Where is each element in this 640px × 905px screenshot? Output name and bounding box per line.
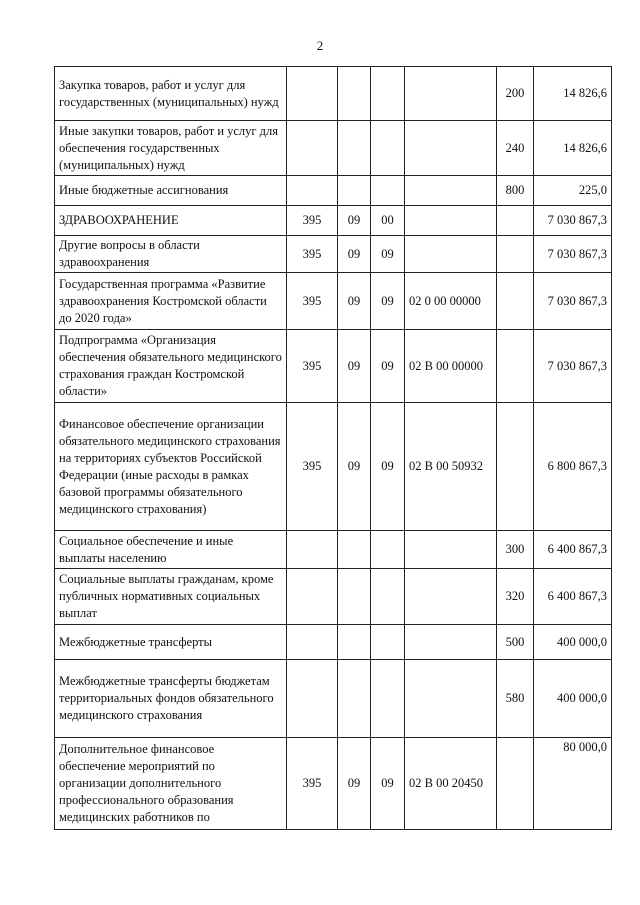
row-name: Государственная программа «Развитие здравоохранения Костромской области до 2020 года» — [55, 273, 287, 330]
row-rz: 09 — [338, 206, 371, 236]
row-pr — [371, 531, 405, 569]
row-rz — [338, 625, 371, 660]
row-sum: 14 826,6 — [534, 121, 612, 176]
row-name: Финансовое обеспечение организации обязательного медицинского страхования на территориях субъектов Российской Федерации (иные расходы в рамках базовой программы обязательного медицинского страхования) — [55, 403, 287, 531]
row-name: Подпрограмма «Организация обеспечения обязательного медицинского страхования граждан Костромской области» — [55, 330, 287, 403]
row-vr: 580 — [497, 660, 534, 738]
row-pr: 09 — [371, 738, 405, 830]
row-sum: 7 030 867,3 — [534, 273, 612, 330]
table-row — [55, 531, 612, 569]
row-pr — [371, 67, 405, 121]
row-rz — [338, 176, 371, 206]
row-sum: 7 030 867,3 — [534, 330, 612, 403]
row-pr — [371, 176, 405, 206]
row-ved: 395 — [287, 206, 338, 236]
row-pr — [371, 660, 405, 738]
table-row — [55, 67, 612, 121]
row-ved: 395 — [287, 403, 338, 531]
row-sum: 14 826,6 — [534, 67, 612, 121]
row-rz: 09 — [338, 236, 371, 273]
row-rz — [338, 121, 371, 176]
row-sum: 7 030 867,3 — [534, 206, 612, 236]
row-csr — [405, 660, 497, 738]
budget-table — [54, 66, 612, 830]
row-rz: 09 — [338, 403, 371, 531]
table-row — [55, 738, 612, 830]
row-ved: 395 — [287, 330, 338, 403]
table-row — [55, 660, 612, 738]
row-ved — [287, 625, 338, 660]
row-csr: 02 В 00 00000 — [405, 330, 497, 403]
row-name: Дополнительное финансовое обеспечение мероприятий по организации дополнительного профессионального образования медицинских работников по — [55, 738, 287, 830]
table-row — [55, 121, 612, 176]
row-pr: 09 — [371, 236, 405, 273]
row-vr: 200 — [497, 67, 534, 121]
row-ved: 395 — [287, 273, 338, 330]
row-name: Иные закупки товаров, работ и услуг для обеспечения государственных (муниципальных) нужд — [55, 121, 287, 176]
table-row — [55, 176, 612, 206]
row-vr — [497, 236, 534, 273]
row-name: Иные бюджетные ассигнования — [55, 176, 287, 206]
row-name: Закупка товаров, работ и услуг для государственных (муниципальных) нужд — [55, 67, 287, 121]
row-ved — [287, 121, 338, 176]
row-vr: 500 — [497, 625, 534, 660]
row-ved — [287, 176, 338, 206]
row-pr — [371, 569, 405, 625]
table-row — [55, 625, 612, 660]
row-csr: 02 В 00 50932 — [405, 403, 497, 531]
table-row — [55, 330, 612, 403]
row-ved — [287, 531, 338, 569]
table-row — [55, 403, 612, 531]
row-csr — [405, 531, 497, 569]
row-pr — [371, 625, 405, 660]
row-csr — [405, 625, 497, 660]
table-row — [55, 273, 612, 330]
row-sum: 6 400 867,3 — [534, 569, 612, 625]
row-rz: 09 — [338, 330, 371, 403]
row-ved: 395 — [287, 236, 338, 273]
row-csr — [405, 569, 497, 625]
row-csr: 02 0 00 00000 — [405, 273, 497, 330]
row-csr: 02 В 00 20450 — [405, 738, 497, 830]
page-number: 2 — [316, 38, 324, 53]
row-vr — [497, 273, 534, 330]
row-sum: 225,0 — [534, 176, 612, 206]
row-ved — [287, 569, 338, 625]
table-row — [55, 236, 612, 273]
table-row — [55, 569, 612, 625]
row-csr — [405, 236, 497, 273]
row-rz — [338, 660, 371, 738]
row-vr — [497, 206, 534, 236]
row-vr: 800 — [497, 176, 534, 206]
row-vr — [497, 738, 534, 830]
row-pr: 09 — [371, 273, 405, 330]
row-vr: 240 — [497, 121, 534, 176]
row-vr: 300 — [497, 531, 534, 569]
row-name: Другие вопросы в области здравоохранения — [55, 236, 287, 273]
row-rz — [338, 569, 371, 625]
row-pr: 09 — [371, 403, 405, 531]
row-rz: 09 — [338, 273, 371, 330]
row-sum: 80 000,0 — [534, 738, 612, 830]
row-ved — [287, 660, 338, 738]
row-csr — [405, 67, 497, 121]
row-ved — [287, 67, 338, 121]
row-name: Социальное обеспечение и иные выплаты населению — [55, 531, 287, 569]
row-rz — [338, 531, 371, 569]
row-rz — [338, 67, 371, 121]
row-sum: 400 000,0 — [534, 660, 612, 738]
row-name: Межбюджетные трансферты — [55, 625, 287, 660]
row-rz: 09 — [338, 738, 371, 830]
row-vr — [497, 330, 534, 403]
table-row — [55, 206, 612, 236]
row-csr — [405, 206, 497, 236]
row-name: ЗДРАВООХРАНЕНИЕ — [55, 206, 287, 236]
row-name: Социальные выплаты гражданам, кроме публичных нормативных социальных выплат — [55, 569, 287, 625]
row-pr — [371, 121, 405, 176]
row-vr: 320 — [497, 569, 534, 625]
row-csr — [405, 176, 497, 206]
row-name: Межбюджетные трансферты бюджетам территориальных фондов обязательного медицинского страхования — [55, 660, 287, 738]
row-sum: 6 400 867,3 — [534, 531, 612, 569]
row-ved: 395 — [287, 738, 338, 830]
row-pr: 00 — [371, 206, 405, 236]
row-vr — [497, 403, 534, 531]
row-sum: 400 000,0 — [534, 625, 612, 660]
row-pr: 09 — [371, 330, 405, 403]
row-sum: 6 800 867,3 — [534, 403, 612, 531]
row-sum: 7 030 867,3 — [534, 236, 612, 273]
row-csr — [405, 121, 497, 176]
